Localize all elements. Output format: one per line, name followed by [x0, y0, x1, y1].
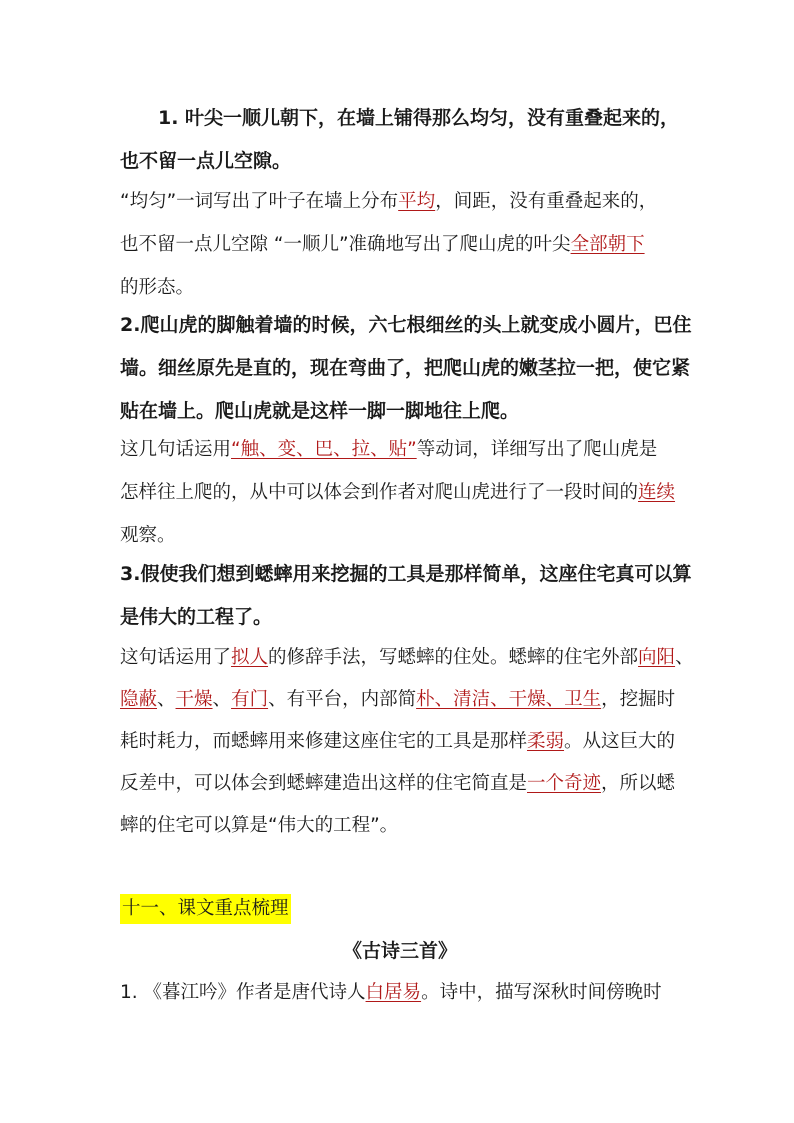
- q3-heading: [120, 557, 690, 634]
- q3-heading-line1: 3.假使我们想到蟋蟀用来挖掘的工具是那样简单，这座住宅真可以算: [120, 563, 692, 585]
- q3-text: 反差中，可以体会到蟋蟀建造出这样的住宅简直是: [120, 773, 528, 794]
- q2-heading-line1: 2.爬山虎的脚触着墙的时候，六七根细丝的头上就变成小圆片，巴住: [120, 314, 692, 336]
- q1-text: 也不留一点儿空隙 “一顺儿”准确地写出了爬山虎的叶尖: [120, 234, 571, 255]
- q2-heading-line2: 墙。细丝原先是直的，现在弯曲了，把爬山虎的嫩茎拉一把，使它紧: [120, 357, 691, 379]
- q3-answer-line4: [120, 767, 690, 801]
- q3-answer-keyword: 拟人: [231, 647, 269, 668]
- q3-text: ，挖掘时: [601, 689, 676, 710]
- q3-answer-keyword: 有门: [231, 689, 269, 710]
- q3-text: ，所以蟋: [601, 773, 676, 794]
- q1-text: ，间距，没有重叠起来的，: [435, 191, 658, 212]
- q2-answer-keyword: “触、变、巴、拉、贴”: [231, 439, 417, 460]
- q3-answer-line2: [120, 683, 690, 717]
- q2-answer-line3: 观察。: [120, 525, 176, 546]
- q1-heading: [158, 101, 728, 135]
- poem-text: 。诗中，描写深秋时间傍晚时: [421, 982, 662, 1003]
- q3-text: 这句话运用了: [120, 647, 232, 668]
- q3-answer: [120, 641, 694, 843]
- q3-answer-keyword: 隐蔽: [120, 689, 158, 710]
- q2-answer: [120, 433, 690, 553]
- q1-answer-line2: [120, 228, 690, 262]
- q1-answer: [120, 185, 690, 305]
- q3-text: 耗时耗力，而蟋蟀用来修建这座住宅的工具是那样: [120, 731, 528, 752]
- section-heading: 十一、课文重点梳理: [120, 894, 291, 924]
- q3-answer-keyword: 一个奇迹: [527, 773, 602, 794]
- q3-answer-line5: 蟀的住宅可以算是“伟大的工程”。: [120, 815, 399, 836]
- q3-text: 、: [675, 647, 694, 668]
- q1-heading-line1: 1. 叶尖一顺儿朝下，在墙上铺得那么均匀，没有重叠起来的，: [158, 107, 680, 129]
- q2-text: 这几句话运用: [120, 439, 232, 460]
- poem-item-1: [120, 976, 690, 1010]
- q1-answer-line1: [120, 185, 690, 219]
- q2-text: 怎样往上爬的，从中可以体会到作者对爬山虎进行了一段时间的: [120, 482, 639, 503]
- poem-item-1-line: [120, 976, 690, 1010]
- q1-answer-keyword: 全部朝下: [570, 234, 645, 255]
- q3-heading-line2: 是伟大的工程了。: [120, 606, 273, 628]
- q1-heading-cont: [120, 144, 690, 178]
- q3-answer-keyword: 干燥: [175, 689, 213, 710]
- q1-text: “均匀”一词写出了叶子在墙上分布: [120, 191, 399, 212]
- q3-answer-keyword: 朴、清洁、干燥、卫生: [416, 689, 602, 710]
- q3-text: 。从这巨大的: [564, 731, 676, 752]
- q3-text: 、: [212, 689, 232, 710]
- q3-text: 的修辞手法，写蟋蟀的住处。蟋蟀的住宅外部: [268, 647, 639, 668]
- q2-text: 等动词，详细写出了爬山虎是: [416, 439, 658, 460]
- q2-answer-line1: [120, 433, 690, 467]
- poem-answer-keyword: 白居易: [365, 982, 422, 1003]
- q3-answer-line3: [120, 725, 690, 759]
- q1-heading-line2: 也不留一点儿空隙。: [120, 150, 292, 172]
- q3-text: 、有平台，内部简: [268, 689, 417, 710]
- poem-title: 《古诗三首》: [342, 940, 457, 962]
- q1-answer-line3: 的形态。: [120, 277, 195, 298]
- q3-answer-keyword: 柔弱: [527, 731, 565, 752]
- q2-answer-line2: [120, 476, 690, 510]
- q2-answer-keyword: 连续: [638, 482, 676, 503]
- q3-answer-keyword: 向阳: [638, 647, 676, 668]
- q2-heading-line3: 贴在墙上。爬山虎就是这样一脚一脚地往上爬。: [120, 400, 520, 422]
- q1-answer-keyword: 平均: [398, 191, 436, 212]
- q2-heading: [120, 308, 690, 428]
- poem-text: 1. 《暮江吟》作者是唐代诗人: [120, 982, 366, 1003]
- q3-answer-line1: [120, 641, 694, 675]
- q3-text: 、: [157, 689, 176, 710]
